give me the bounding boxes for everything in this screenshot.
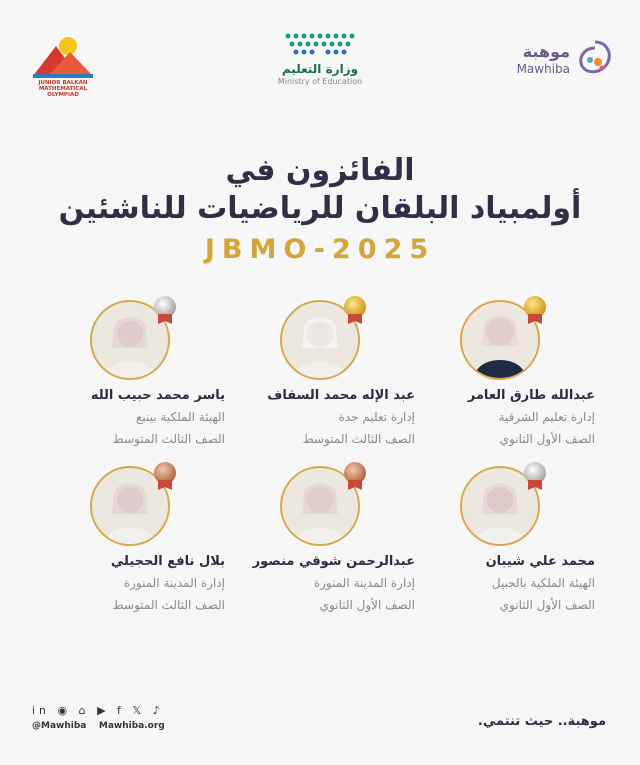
winner-card [405,300,595,450]
social-icons[interactable]: in ◉ ⌂ ▶ f 𝕏 ♪ [32,704,164,717]
title-line-3: JBMO-2025 [204,234,436,265]
winner-name: محمد علي شيبان [485,554,595,569]
ministry-logo [255,30,385,98]
winner-card [225,466,415,616]
winner-card [405,466,595,616]
winner-card [225,300,415,450]
winner-grade: الصف الأول الثانوي [319,598,415,612]
title-block [0,152,640,270]
mawhiba-name-en: Mawhiba [516,62,570,76]
ministry-name-ar: وزارة التعليم [281,62,359,76]
winner-name: بلال نافع الحجيلي [110,554,225,569]
winner-school: الهيئة الملكية بينبع [136,410,225,424]
mawhiba-name-ar: موهبة [522,42,570,61]
website-link[interactable]: Mawhiba.org [98,721,165,731]
winner-school: إدارة تعليم الشرقية [498,410,595,424]
title-line-2: أولمبياد البلقان للرياضيات للناشئين [58,191,582,226]
footer-tagline: موهبة.. حيث تنتمي. [477,714,606,729]
mawhiba-logo [494,38,614,88]
winner-school: إدارة المدينة المنورة [313,576,415,590]
winner-grade: الصف الثالث المتوسط [112,432,225,446]
winner-grade: الصف الثالث المتوسط [302,432,415,446]
ministry-name-en: Ministry of Education [277,77,363,86]
winner-name: عبد الإله محمد السقاف [267,388,415,403]
winner-card [35,466,225,616]
winner-grade: الصف الأول الثانوي [499,432,595,446]
winner-grade: الصف الأول الثانوي [499,598,595,612]
winner-card [35,300,225,450]
winner-grade: الصف الثالث المتوسط [112,598,225,612]
ministry-dots-icon [282,30,358,56]
footer-handles [32,721,165,731]
winner-school: الهيئة الملكية بالجبيل [491,576,595,590]
winner-name: عبدالله طارق العامر [467,388,595,403]
twitter-handle-link[interactable]: @Mawhiba [32,721,87,731]
jbmo-logo [28,36,98,96]
winner-name: ياسر محمد حبيب الله [90,388,225,403]
title-line-1: الفائزون في [225,153,415,188]
winner-name: عبدالرحمن شوقي منصور [252,554,415,569]
winner-school: إدارة تعليم جدة [338,410,415,424]
jbmo-logo-text: JUNIOR BALKAN MATHEMATICAL OLYMPIAD [38,80,88,98]
mawhiba-emblem-icon [576,38,614,82]
winner-school: إدارة المدينة المنورة [123,576,225,590]
footer-social [32,704,165,731]
header [0,30,640,100]
jbmo-mountain-icon [28,36,98,80]
